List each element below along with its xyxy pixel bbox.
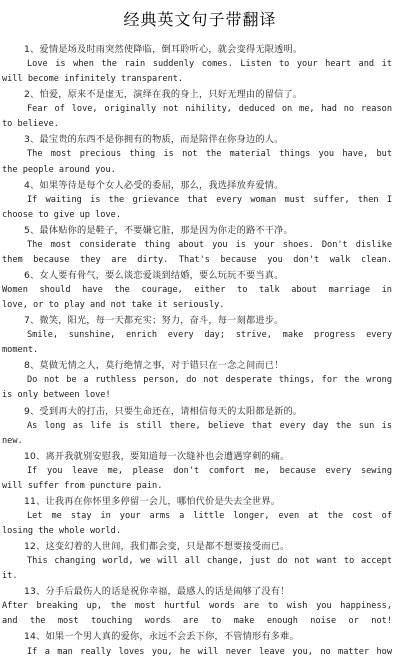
english-sentence-line: The most considerate thing about you is your shoes. Don't dislike [27, 239, 392, 250]
english-sentence-line: If a man really loves you, he will never leave you, no matter how [27, 646, 392, 657]
english-sentence-line: Fear of love, originally not nihility, deduced on me, had no reason [27, 104, 392, 115]
english-sentence-line: the people around you. [2, 164, 116, 175]
english-sentence-line: new. [2, 435, 23, 446]
english-sentence-line: Women should have the courage, either to talk about marriage in [2, 285, 392, 295]
english-sentence-line: Love is when the rain suddenly comes. Listen to your heart and it [27, 59, 392, 70]
english-sentence-line: and the most touching words are to make enough noise or not! [2, 616, 392, 627]
english-sentence-line: losing the whole world. [2, 526, 121, 536]
english-sentence-line: choose to give up love. [2, 209, 121, 220]
english-sentence-line: love, or to play and not take it seriously. [2, 300, 225, 311]
document-title: 经典英文句子带翻译 [123, 10, 277, 29]
chinese-sentence-line: 9、受到再大的打击，只要生命还在，请相信每天的太阳都是新的。 [24, 405, 303, 417]
english-sentence-line: is only between love! [2, 390, 111, 401]
chinese-sentence-line: 14、如果一个男人真的爱你，永远不会丢下你，不管情形有多难。 [24, 631, 299, 643]
chinese-sentence-line: 13、分手后最伤人的话是祝你幸福，最感人的话是闹够了没有！ [24, 586, 290, 598]
chinese-sentence-line: 7、微笑，阳光，每一天都充实；努力，奋斗，每一刻都进步。 [24, 315, 284, 327]
english-sentence-line: Smile, sunshine, enrich every day; strive, make progress every [27, 330, 392, 341]
chinese-sentence-line: 8、莫做无情之人，莫行绝情之事，对于错只在一念之间而已！ [24, 360, 284, 372]
english-sentence-line: If waiting is the grievance that every woman must suffer, then I [27, 194, 392, 205]
chinese-sentence-line: 6、女人要有骨气，要么谈恋爱谈到结婚，要么玩玩不要当真。 [24, 269, 284, 281]
english-sentence-line: will suffer from puncture pain. [2, 480, 163, 491]
english-sentence-line: Let me stay in your arms a little longer, even at the cost of [27, 510, 392, 521]
document-body [0, 42, 400, 660]
english-sentence-line: Do not be a ruthless person, do not desperate things, for the wrong [27, 375, 392, 386]
chinese-sentence-line: 5、最体贴你的是鞋子，不要嫌它脏，那是因为你走的路不干净。 [24, 224, 293, 236]
english-sentence-line: them because they are dirty. That's because you don't walk clean. [2, 254, 392, 265]
chinese-sentence-line: 4、如果等待是每个女人必受的委屈，那么，我选择放弃爱情。 [24, 179, 284, 191]
english-sentence-line: The most precious thing is not the material things you have, but [27, 149, 392, 160]
chinese-sentence-line: 11、让我再在你怀里多停留一会儿，哪怕代价是失去全世界。 [24, 495, 281, 507]
english-sentence-line: to believe. [2, 119, 59, 130]
english-sentence-line: it. [2, 571, 18, 582]
english-sentence-line: This changing world, we will all change, just do not want to accept [27, 556, 392, 567]
chinese-sentence-line: 10、离开我就别安慰我，要知道每一次缝补也会遭遇穿刺的痛。 [24, 450, 290, 462]
chinese-sentence-line: 3、最宝贵的东西不是你拥有的物质，而是陪伴在你身边的人。 [24, 134, 284, 146]
english-sentence-line: will become infinitely transparent. [2, 74, 184, 85]
english-sentence-line: moment. [2, 345, 39, 356]
english-sentence-line: After breaking up, the most hurtful words are to wish you happiness, [2, 601, 392, 612]
chinese-sentence-line: 12、这变幻着的人世间，我们都会变，只是都不想要接受而已。 [24, 541, 290, 553]
english-sentence-line: As long as life is still there, believe that every day the sun is [27, 420, 392, 431]
chinese-sentence-line: 2、怕爱，原来不是虚无，演绎在我的身上，只好无理由的留信了。 [24, 89, 303, 101]
english-sentence-line: If you leave me, please don't comfort me, because every sewing [27, 465, 392, 476]
chinese-sentence-line: 1、爱情是场及时雨突然使降临，倒耳聆听心，就会变得无限透明。 [24, 44, 303, 55]
